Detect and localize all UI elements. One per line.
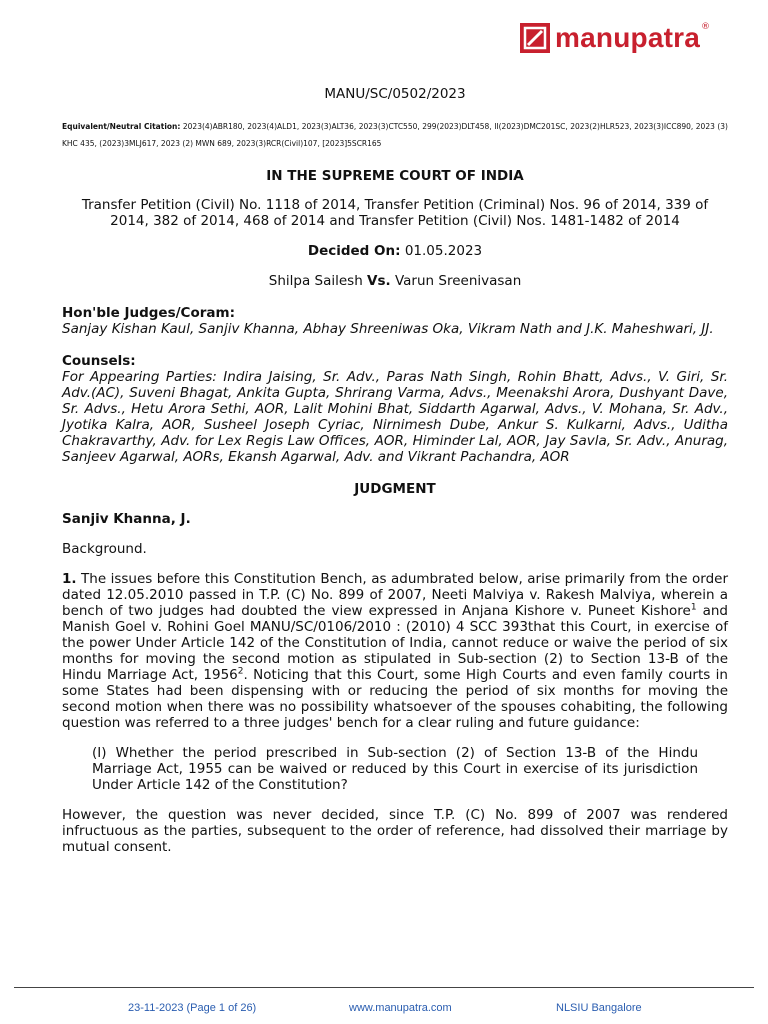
paragraph-continuation: However, the question was never decided, since T.P. (C) No. 899 of 2007 was rendered infructuous as the parties, subsequent to the order of reference, had dissolved their marriage by mutual consent. <box>62 807 728 855</box>
citation-block <box>62 118 728 152</box>
judgment-heading: JUDGMENT <box>354 481 436 497</box>
case-parties <box>62 273 728 289</box>
counsels-section <box>62 353 728 465</box>
footer-institution: NLSIU Bangalore <box>556 1002 642 1014</box>
citation-text: 2023(4)ABR180, 2023(4)ALD1, 2023(3)ALT36, 2023(3)CTC550, 299(2023)DLT458, II(2023)DMC201SC, 2023(2)HLR523, 2023(3)ICC890, 2023 (3) KHC 435, (2023)3MLJ617, 2023 (2) MWN 689, 2023(3)RCR(Civil)107, [2023]5SCR165 <box>62 122 728 148</box>
party-petitioner: Shilpa Sailesh <box>268 273 363 289</box>
judges-list: Sanjay Kishan Kaul, Sanjiv Khanna, Abhay Shreeniwas Oka, Vikram Nath and J.K. Maheshwari, JJ. <box>62 321 714 337</box>
decided-on <box>62 243 728 259</box>
judges-heading: Hon'ble Judges/Coram: <box>62 305 235 321</box>
background-heading: Background. <box>62 541 147 557</box>
decided-label: Decided On: <box>307 243 401 259</box>
judges-section <box>62 305 728 337</box>
manu-id: MANU/SC/0502/2023 <box>324 86 466 102</box>
counsels-heading: Counsels: <box>62 353 136 369</box>
footnote-ref-1[interactable]: 1 <box>690 602 697 613</box>
decided-date: 01.05.2023 <box>404 243 483 259</box>
footnote-ref-2[interactable]: 2 <box>237 666 244 677</box>
reference-question: (I) Whether the period prescribed in Sub-section (2) of Section 13-B of the Hindu Marriage Act, 1955 can be waived or reduced by this Court in exercise of its jurisdiction Under Article 142 of the Constitution? <box>92 745 698 793</box>
counsels-list: For Appearing Parties: Indira Jaising, Sr. Adv., Paras Nath Singh, Rohin Bhatt, Advs., V. Giri, Sr. Adv.(AC), Suveni Bhagat, Ankita Gupta, Shrirang Varma, Advs., Meenakshi Arora, Dushyant Dave, Sr. Advs., Hetu Arora Sethi, AOR, Lalit Mohini Bhat, Siddarth Agarwal, Advs., V. Mohana, Sr. Adv., Jyotika Kalra, AOR, Susheel Joseph Cyriac, Nirnimesh Dube, Ankur S. Kulkarni, Advs., Uditha Chakravarthy, Adv. for Lex Regis Law Offices, AOR, Himinder Lal, AOR, Jay Savla, Sr. Adv., Anurag, Sanjeev Agarwal, AORs, Ekansh Agarwal, Adv. and Vikrant Pachandra, AOR <box>62 369 728 465</box>
court-name: IN THE SUPREME COURT OF INDIA <box>266 168 524 184</box>
paragraph-1-text-a: The issues before this Constitution Bench, as adumbrated below, arise primarily from the order dated 12.05.2010 passed in T.P. (C) No. 899 of 2007, Neeti Malviya v. Rakesh Malviya, wherein a bench of two judges had doubted the view expressed in Anjana Kishore v. Puneet Kishore <box>62 571 728 619</box>
footer-website-link[interactable]: www.manupatra.com <box>349 1002 452 1014</box>
petition-numbers: Transfer Petition (Civil) No. 1118 of 2014, Transfer Petition (Criminal) Nos. 96 of 2014, 339 of 2014, 382 of 2014, 468 of 2014 and Transfer Petition (Civil) Nos. 1481-1482 of 2014 <box>81 197 709 229</box>
paragraph-1-text-b: and Manish Goel v. Rohini Goel MANU/SC/0106/2010 : (2010) 4 SCC 393that this Court, in exercise of the power Under Article 142 of the Constitution of India, cannot reduce or waive the period of six months for moving the second motion as stipulated in Sub-section (2) to Section 13-B of the Hindu Marriage Act, 1956 <box>62 603 728 683</box>
versus: Vs. <box>367 273 391 289</box>
paragraph-number: 1. <box>62 571 77 587</box>
party-respondent: Varun Sreenivasan <box>394 273 522 289</box>
manupatra-logo <box>520 22 710 54</box>
document-body <box>62 86 728 869</box>
logo-text: manupatra <box>555 22 700 53</box>
citation-label: Equivalent/Neutral Citation: <box>62 122 181 131</box>
manupatra-logo-icon <box>520 23 550 53</box>
footer-divider <box>14 987 754 988</box>
footer-date-page: 23-11-2023 (Page 1 of 26) <box>128 1002 257 1014</box>
paragraph-1-text-c: . Noticing that this Court, some High Courts and even family courts in some States had been dispensing with or reducing the period of six months for moving the second motion when there was no possibility whatsoever of the spouses cohabiting, the following question was referred to a three judges' bench for a clear ruling and future guidance: <box>62 667 728 731</box>
registered-icon: ® <box>701 22 710 32</box>
judgment-author: Sanjiv Khanna, J. <box>62 511 191 527</box>
paragraph-1 <box>62 571 728 731</box>
